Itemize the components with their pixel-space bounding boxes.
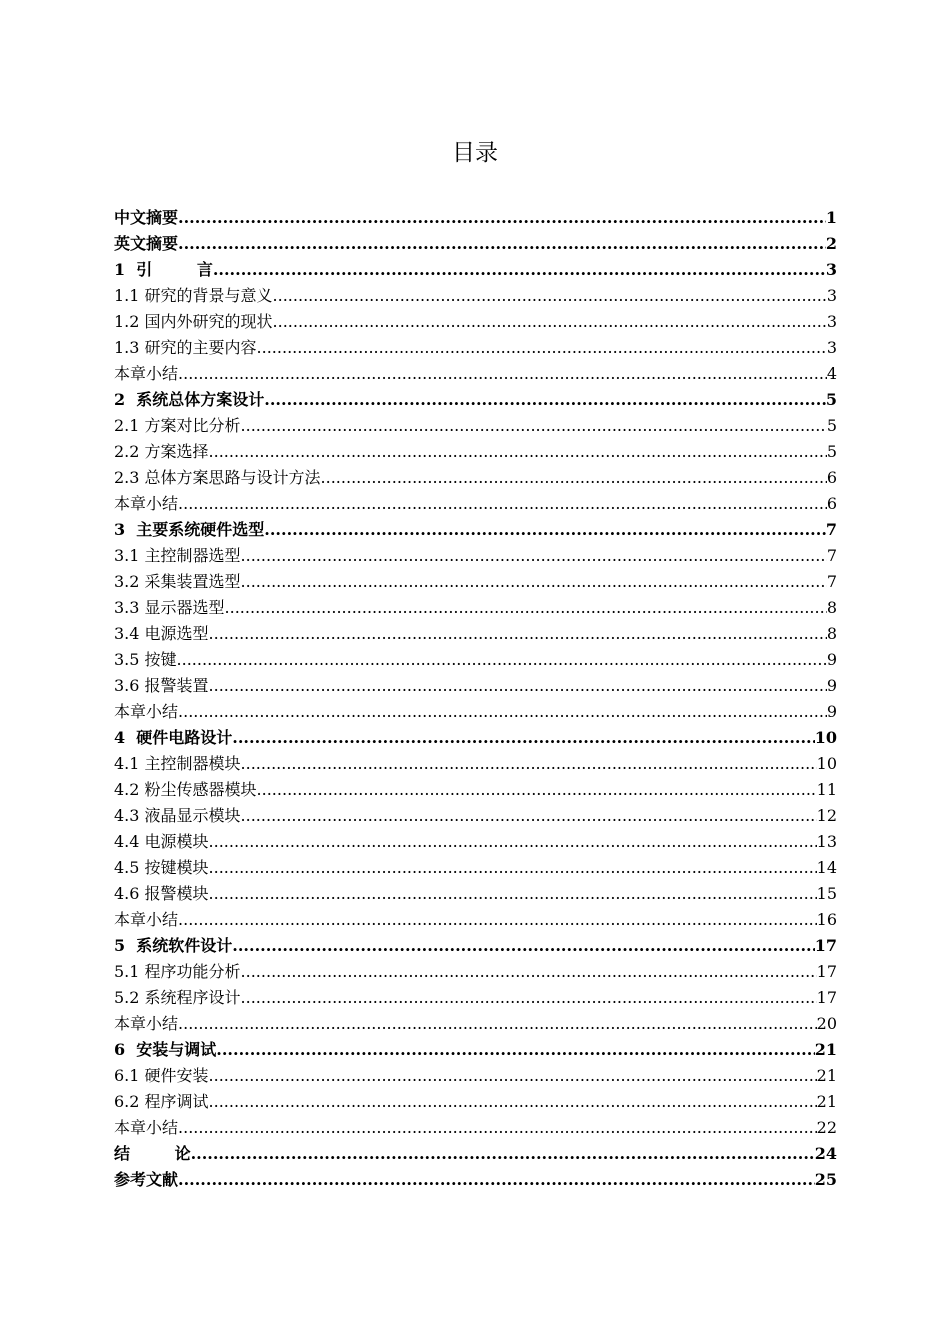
toc-entry-label: 中文摘要 (114, 208, 179, 227)
toc-entry-label: 4.1 主控制器模块 (114, 754, 241, 773)
toc-dot-leader (209, 439, 827, 465)
toc-entry-page-number: 9 (826, 702, 837, 721)
toc-entry[interactable] (114, 1115, 837, 1141)
toc-entry-page-number: 13 (816, 832, 837, 851)
toc-entry-page-number: 5 (825, 390, 837, 409)
toc-entry[interactable] (114, 1141, 837, 1167)
toc-entry-label: 1.1 研究的背景与意义 (114, 286, 273, 305)
toc-dot-leader (264, 517, 826, 543)
toc-entry-page-number: 8 (826, 624, 837, 643)
toc-entry[interactable] (114, 621, 837, 647)
toc-entry[interactable] (114, 803, 837, 829)
toc-entry[interactable] (114, 335, 837, 361)
toc-dot-leader (178, 1167, 815, 1193)
toc-dot-leader (178, 1011, 817, 1037)
toc-entry-label: 本章小结 (114, 1118, 179, 1137)
toc-entry[interactable] (114, 595, 837, 621)
toc-entry-label: 5 系统软件设计 (114, 936, 233, 955)
table-of-contents (114, 205, 837, 1193)
toc-dot-leader (178, 361, 827, 387)
toc-entry-page-number: 9 (826, 676, 837, 695)
toc-entry-label: 6.2 程序调试 (114, 1092, 209, 1111)
toc-entry-page-number: 7 (825, 520, 837, 539)
toc-entry-label: 5.1 程序功能分析 (114, 962, 241, 981)
toc-dot-leader (178, 231, 826, 257)
toc-entry[interactable] (114, 751, 837, 777)
toc-dot-leader (257, 777, 817, 803)
toc-entry-label: 6 安装与调试 (114, 1040, 217, 1059)
toc-entry[interactable] (114, 257, 837, 283)
toc-dot-leader (178, 205, 826, 231)
toc-entry[interactable] (114, 1089, 837, 1115)
toc-entry-label: 4.6 报警模块 (114, 884, 209, 903)
toc-entry-page-number: 24 (814, 1144, 837, 1163)
toc-entry[interactable] (114, 413, 837, 439)
toc-entry[interactable] (114, 543, 837, 569)
toc-entry-label: 本章小结 (114, 494, 179, 513)
toc-dot-leader (241, 543, 827, 569)
toc-entry-label: 4.5 按键模块 (114, 858, 209, 877)
toc-entry-label: 2.2 方案选择 (114, 442, 209, 461)
toc-entry-label: 4.3 液晶显示模块 (114, 806, 241, 825)
toc-entry-label: 1.2 国内外研究的现状 (114, 312, 273, 331)
toc-entry-page-number: 21 (816, 1066, 837, 1085)
toc-entry-page-number: 21 (816, 1092, 837, 1111)
toc-entry[interactable] (114, 699, 837, 725)
toc-entry[interactable] (114, 1037, 837, 1063)
toc-dot-leader (209, 621, 827, 647)
toc-entry-page-number: 12 (816, 806, 837, 825)
toc-dot-leader (241, 803, 817, 829)
toc-entry[interactable] (114, 907, 837, 933)
toc-entry-label: 3.2 采集装置选型 (114, 572, 241, 591)
toc-dot-leader (209, 881, 817, 907)
toc-entry-page-number: 10 (814, 728, 837, 747)
toc-entry-label: 5.2 系统程序设计 (114, 988, 241, 1007)
toc-entry[interactable] (114, 1063, 837, 1089)
toc-entry-page-number: 7 (826, 546, 837, 565)
toc-entry-label: 2.1 方案对比分析 (114, 416, 241, 435)
toc-entry[interactable] (114, 777, 837, 803)
toc-dot-leader (225, 595, 827, 621)
toc-entry-label: 1.3 研究的主要内容 (114, 338, 257, 357)
toc-dot-leader (257, 335, 827, 361)
toc-entry-label: 4.4 电源模块 (114, 832, 209, 851)
toc-entry-page-number: 22 (816, 1118, 837, 1137)
toc-entry-page-number: 15 (816, 884, 837, 903)
toc-entry[interactable] (114, 829, 837, 855)
toc-entry[interactable] (114, 959, 837, 985)
toc-dot-leader (241, 413, 827, 439)
toc-entry[interactable] (114, 985, 837, 1011)
toc-entry-label: 3.5 按键 (114, 650, 177, 669)
toc-entry[interactable] (114, 465, 837, 491)
toc-entry-label: 本章小结 (114, 702, 179, 721)
toc-dot-leader (241, 985, 817, 1011)
toc-entry[interactable] (114, 855, 837, 881)
toc-dot-leader (273, 309, 827, 335)
toc-dot-leader (241, 751, 817, 777)
toc-entry[interactable] (114, 1011, 837, 1037)
toc-entry-page-number: 2 (825, 234, 837, 253)
toc-entry-page-number: 5 (826, 416, 837, 435)
toc-entry-page-number: 25 (814, 1170, 837, 1189)
toc-entry[interactable] (114, 439, 837, 465)
toc-entry-page-number: 16 (816, 910, 837, 929)
toc-entry-page-number: 3 (826, 312, 837, 331)
toc-dot-leader (178, 907, 817, 933)
toc-entry-page-number: 17 (816, 962, 837, 981)
toc-dot-leader (177, 647, 827, 673)
toc-entry-page-number: 11 (816, 780, 837, 799)
toc-dot-leader (241, 569, 827, 595)
toc-entry-page-number: 5 (826, 442, 837, 461)
toc-entry-page-number: 10 (816, 754, 837, 773)
toc-entry[interactable] (114, 881, 837, 907)
toc-entry-page-number: 20 (816, 1014, 837, 1033)
toc-entry[interactable] (114, 491, 837, 517)
toc-entry-label: 4 硬件电路设计 (114, 728, 233, 747)
toc-entry[interactable] (114, 361, 837, 387)
toc-entry-page-number: 17 (814, 936, 837, 955)
toc-entry-page-number: 1 (825, 208, 837, 227)
toc-dot-leader (178, 699, 827, 725)
toc-entry-label: 3.6 报警装置 (114, 676, 209, 695)
toc-entry[interactable] (114, 517, 837, 543)
toc-dot-leader (273, 283, 827, 309)
toc-entry-label: 3.1 主控制器选型 (114, 546, 241, 565)
toc-entry[interactable] (114, 205, 837, 231)
toc-entry-label: 3.3 显示器选型 (114, 598, 225, 617)
toc-entry[interactable] (114, 231, 837, 257)
toc-entry-label: 3 主要系统硬件选型 (114, 520, 265, 539)
page-title: 目录 (452, 140, 498, 166)
toc-entry[interactable] (114, 647, 837, 673)
toc-dot-leader (209, 1089, 817, 1115)
toc-entry[interactable] (114, 283, 837, 309)
toc-entry-page-number: 14 (816, 858, 837, 877)
toc-entry-page-number: 8 (826, 598, 837, 617)
toc-entry-label: 2 系统总体方案设计 (114, 390, 265, 409)
toc-dot-leader (191, 1141, 815, 1167)
toc-entry-page-number: 3 (826, 286, 837, 305)
toc-dot-leader (178, 491, 827, 517)
toc-dot-leader (232, 933, 814, 959)
toc-dot-leader (241, 959, 817, 985)
toc-entry-page-number: 9 (826, 650, 837, 669)
toc-entry[interactable] (114, 569, 837, 595)
toc-entry-label: 2.3 总体方案思路与设计方法 (114, 468, 321, 487)
toc-entry-label: 结 论 (114, 1144, 191, 1163)
toc-entry-page-number: 3 (826, 338, 837, 357)
toc-entry-label: 6.1 硬件安装 (114, 1066, 209, 1085)
toc-entry-page-number: 7 (826, 572, 837, 591)
toc-entry[interactable] (114, 673, 837, 699)
toc-entry-label: 本章小结 (114, 364, 179, 383)
toc-entry-page-number: 6 (826, 494, 837, 513)
toc-entry-label: 本章小结 (114, 1014, 179, 1033)
toc-entry-label: 本章小结 (114, 910, 179, 929)
toc-dot-leader (178, 1115, 817, 1141)
toc-entry[interactable] (114, 933, 837, 959)
toc-entry[interactable] (114, 387, 837, 413)
toc-dot-leader (321, 465, 827, 491)
toc-dot-leader (209, 829, 817, 855)
toc-entry[interactable] (114, 1167, 837, 1193)
toc-dot-leader (209, 1063, 817, 1089)
toc-entry-page-number: 17 (816, 988, 837, 1007)
toc-entry[interactable] (114, 309, 837, 335)
toc-entry-label: 参考文献 (114, 1170, 179, 1189)
toc-dot-leader (264, 387, 826, 413)
toc-dot-leader (213, 257, 826, 283)
toc-entry-page-number: 4 (826, 364, 837, 383)
toc-entry-label: 3.4 电源选型 (114, 624, 209, 643)
toc-entry-label: 英文摘要 (114, 234, 179, 253)
toc-dot-leader (232, 725, 814, 751)
toc-entry-page-number: 6 (826, 468, 837, 487)
toc-entry-page-number: 3 (825, 260, 837, 279)
toc-dot-leader (209, 855, 817, 881)
toc-entry-page-number: 21 (814, 1040, 837, 1059)
toc-dot-leader (209, 673, 827, 699)
toc-entry-label: 1 引 言 (114, 260, 213, 279)
toc-dot-leader (216, 1037, 814, 1063)
toc-entry-label: 4.2 粉尘传感器模块 (114, 780, 257, 799)
toc-entry[interactable] (114, 725, 837, 751)
